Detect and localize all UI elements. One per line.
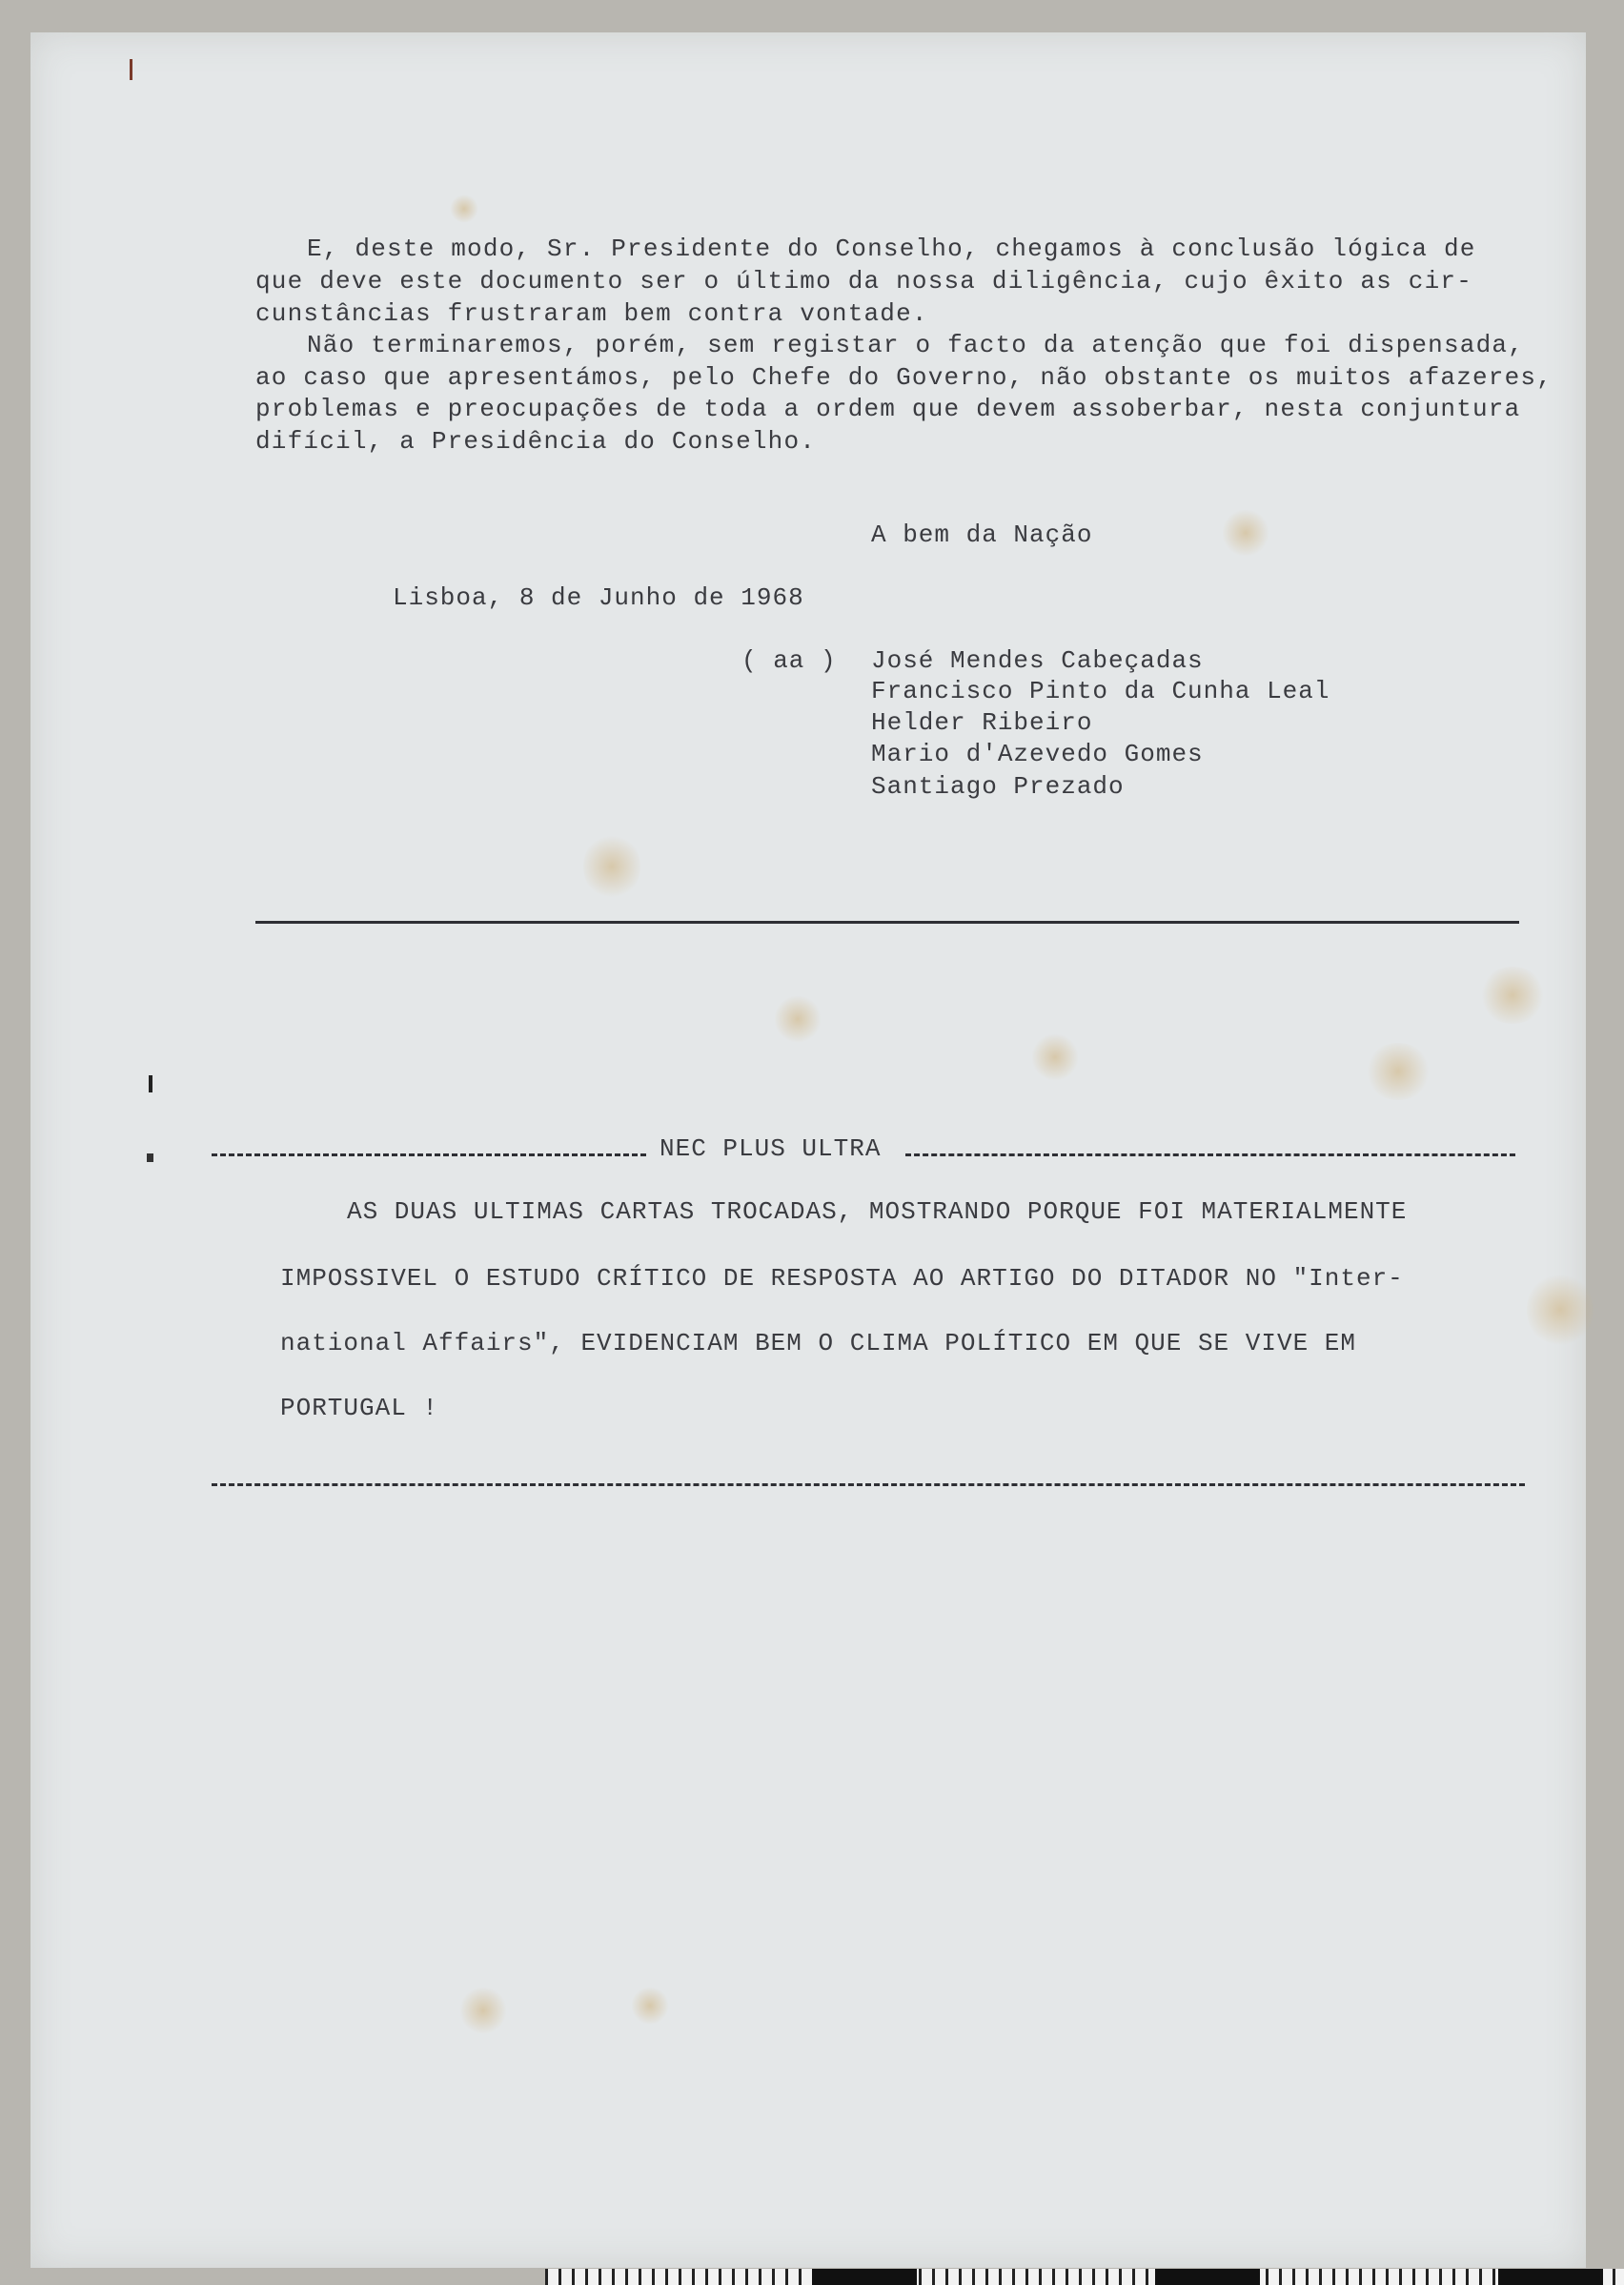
paragraph1-line-2: que deve este documento ser o último da nossa diligência, cujo êxito as cir- <box>255 267 1472 296</box>
signatory: Francisco Pinto da Cunha Leal <box>871 677 1330 705</box>
paragraph2-line-4: difícil, a Presidência do Conselho. <box>255 427 817 456</box>
heading-rule-right <box>905 1153 1515 1156</box>
paragraph1-line-1: E, deste modo, Sr. Presidente do Conselho, chegamos à conclusão lógica de <box>307 235 1476 263</box>
closing-rule <box>212 1483 1525 1486</box>
note-line: PORTUGAL ! <box>280 1394 439 1422</box>
note-heading: NEC PLUS ULTRA <box>660 1134 882 1163</box>
stain <box>1031 1033 1079 1081</box>
note-line: IMPOSSIVEL O ESTUDO CRÍTICO DE RESPOSTA AO ARTIGO DO DITADOR NO "Inter- <box>280 1264 1404 1293</box>
ruler-block <box>1155 2269 1260 2285</box>
stain <box>1222 509 1269 557</box>
heading-rule-left <box>212 1153 646 1156</box>
paragraph2-line-3: problemas e preocupações de toda a ordem que devem assoberbar, nesta conjuntura <box>255 395 1521 423</box>
separator-rule <box>255 921 1519 924</box>
stain <box>774 995 822 1043</box>
stain <box>459 1987 507 2034</box>
margin-mark <box>130 59 132 80</box>
ruler-block <box>1498 2269 1603 2285</box>
place-date: Lisboa, 8 de Junho de 1968 <box>393 583 804 612</box>
ruler-block <box>812 2269 917 2285</box>
signatory: Santiago Prezado <box>871 772 1125 801</box>
note-line: national Affairs", EVIDENCIAM BEM O CLIMA POLÍTICO EM QUE SE VIVE EM <box>280 1329 1356 1357</box>
paragraph1-line-3: cunstâncias frustraram bem contra vontade. <box>255 299 928 328</box>
closing-salutation: A bem da Nação <box>871 520 1093 549</box>
paragraph2-line-2: ao caso que apresentámos, pelo Chefe do Governo, não obstante os muitos afazeres, <box>255 363 1553 392</box>
signatory: Mario d'Azevedo Gomes <box>871 740 1204 768</box>
stain <box>1479 967 1546 1024</box>
paragraph2-line-1: Não terminaremos, porém, sem registar o facto da atenção que foi dispensada, <box>307 331 1524 359</box>
stain <box>631 1987 669 2025</box>
stain <box>583 833 640 900</box>
signed-mark: ( aa ) <box>741 646 837 675</box>
stain <box>1527 1272 1594 1348</box>
stain <box>1365 1043 1431 1100</box>
scale-ruler <box>545 2269 1624 2285</box>
signatory: José Mendes Cabeçadas <box>871 646 1204 675</box>
stain <box>450 194 478 223</box>
margin-mark <box>147 1153 153 1162</box>
margin-mark <box>149 1075 152 1092</box>
signatory: Helder Ribeiro <box>871 708 1093 737</box>
note-line: AS DUAS ULTIMAS CARTAS TROCADAS, MOSTRANDO PORQUE FOI MATERIALMENTE <box>347 1197 1408 1226</box>
